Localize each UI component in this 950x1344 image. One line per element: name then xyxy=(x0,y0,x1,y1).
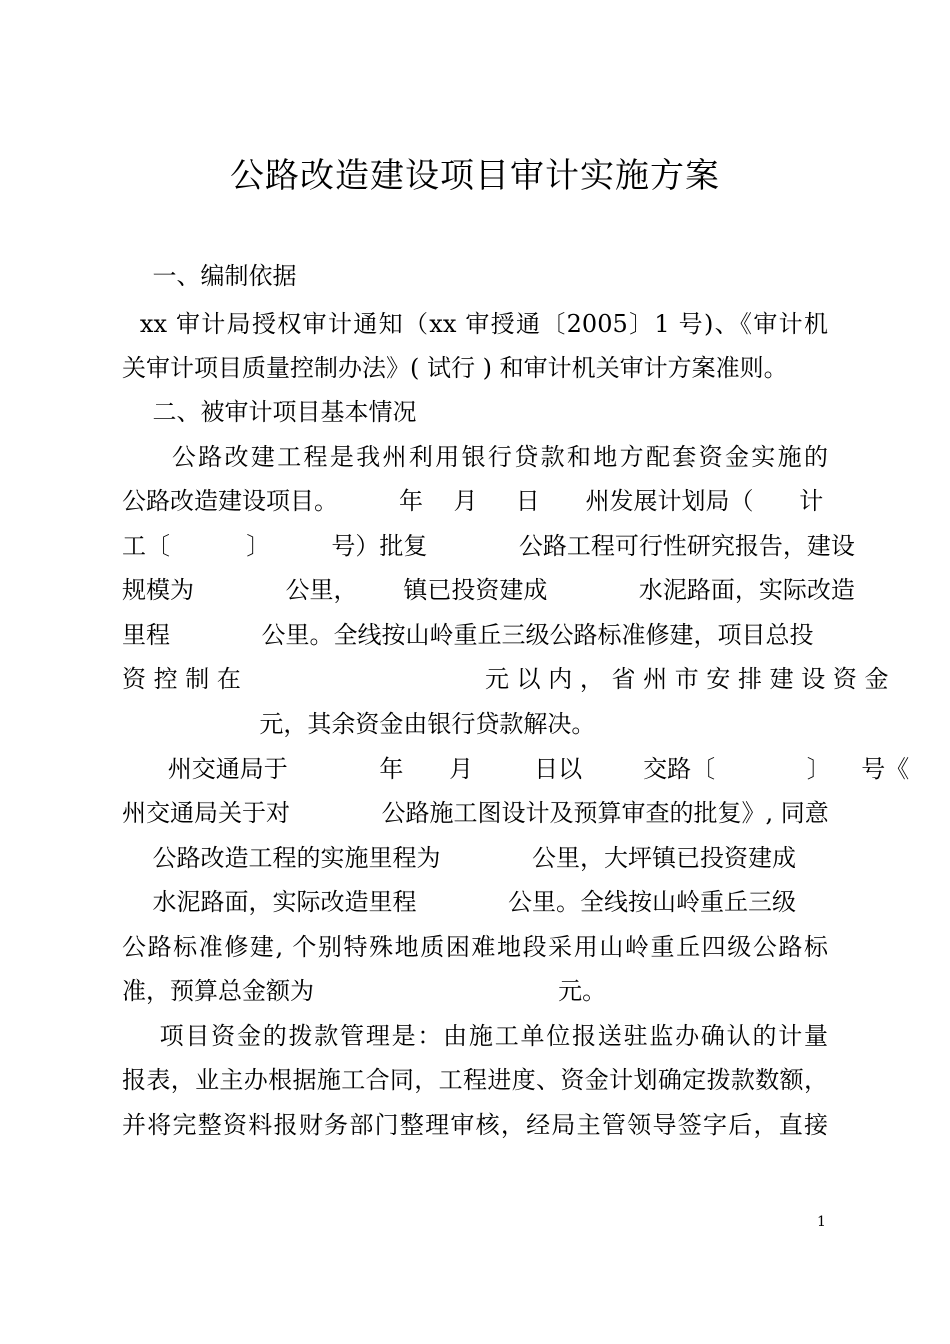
paragraph-line: 关审计项目质量控制办法》( 试行 ) 和审计机关审计方案准则。 xyxy=(122,354,788,382)
paragraph-line: 里程 公里。全线按山岭重丘三级公路标准修建，项目总投 xyxy=(122,621,814,649)
paragraph-line: 报表，业主办根据施工合同，工程进度、资金计划确定拨款数额， xyxy=(122,1066,828,1094)
paragraph-line: 水泥路面，实际改造里程 公里。全线按山岭重丘三级 xyxy=(122,888,797,916)
paragraph-line: 工〔 〕 号）批复 公路工程可行性研究报告，建设 xyxy=(122,532,855,560)
paragraph-line: 公路改造工程的实施里程为 公里，大坪镇已投资建成 xyxy=(122,844,797,872)
paragraph-line: 资 控 制 在 元 以 内 ， 省 州 市 安 排 建 设 资 金 xyxy=(122,665,889,693)
paragraph-line: 州交通局关于对 公路施工图设计及预算审查的批复》, 同意 xyxy=(122,799,829,827)
paragraph-line: 元，其余资金由银行贷款解决。 xyxy=(122,710,596,738)
section-heading-project-info: 二、被审计项目基本情况 xyxy=(122,398,417,426)
paragraph-line: 准，预算总金额为 元。 xyxy=(122,977,607,1005)
page-number: 1 xyxy=(817,1214,826,1230)
paragraph-line: 州交通局于 年 月 日以 交路〔 〕 号《 xyxy=(122,755,910,783)
paragraph-line: 公路标准修建, 个别特殊地质困难地段采用山岭重丘四级公路标 xyxy=(122,933,828,961)
paragraph-line: 项目资金的拨款管理是：由施工单位报送驻监办确认的计量 xyxy=(122,1022,828,1050)
document-title: 公路改造建设项目审计实施方案 xyxy=(230,156,720,196)
paragraph-line: 公路改造建设项目。 年 月 日 州发展计划局（ 计 xyxy=(122,487,824,515)
paragraph-line: xx 审计局授权审计通知（xx 审授通〔2005〕1 号)、《审计机 xyxy=(122,310,828,338)
paragraph-line: 公路改建工程是我州利用银行贷款和地方配套资金实施的 xyxy=(122,443,828,471)
paragraph-line: 并将完整资料报财务部门整理审核，经局主管领导签字后，直接 xyxy=(122,1111,828,1139)
paragraph-line: 规模为 公里， 镇已投资建成 水泥路面，实际改造 xyxy=(122,576,855,604)
section-heading-basis: 一、编制依据 xyxy=(122,262,297,290)
